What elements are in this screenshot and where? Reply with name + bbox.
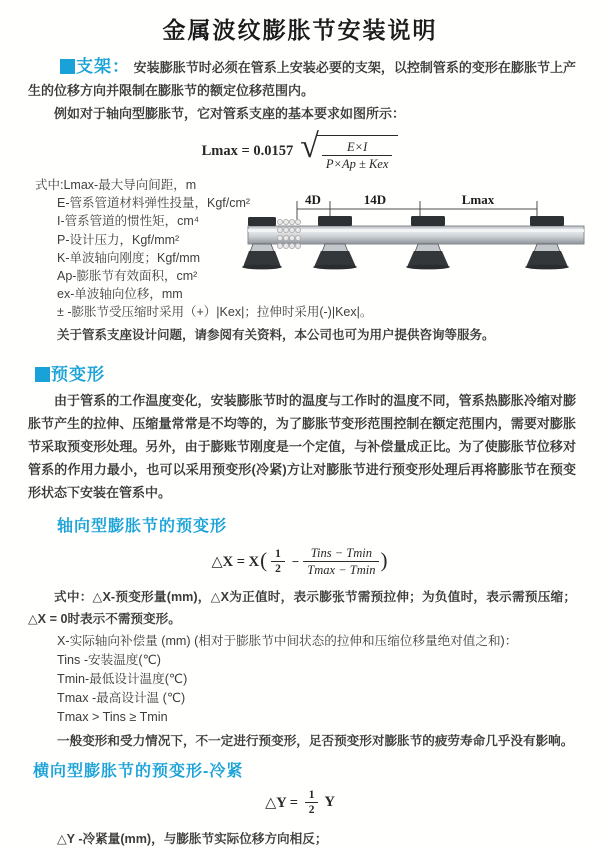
- temp-line: Tmax > Tins ≥ Tmin: [57, 709, 168, 724]
- dim-label-14d: 14D: [363, 192, 387, 207]
- definition-line: 式中:Lmax-最大导向间距，m: [35, 178, 197, 192]
- support-example-line: 例如对于轴向型膨胀节，它对管系支座的基本要求如图所示：: [54, 106, 406, 121]
- axial-note-main: 式中：△X-预变形量(mm)，△X为正值时，表示膨张节需预拉伸；为负值时，表示需预压缩；△X = 0时表示不需预变形。: [28, 589, 576, 626]
- definition-line: ± -膨胀节受压缩时采用（+）|Kex|；拉伸时采用(-)|Kex|。: [57, 305, 373, 320]
- lmax-formula-numerator: E×I: [347, 139, 368, 154]
- temperature-fraction: $\frac{\text{Tins − Tmin}}{Tmax - Tmin}$: [303, 546, 379, 577]
- section-bullet-icon: [35, 367, 50, 382]
- minus-sign: −: [291, 553, 300, 569]
- lateral-formula-prefix: △Y =: [265, 794, 302, 811]
- axial-formula: [0, 545, 600, 579]
- page-title: 金属波纹膨胀节安装说明: [162, 17, 438, 43]
- definition-line: ex-单波轴向位移，mm: [57, 287, 183, 302]
- lmax-formula-prefix: Lmax = 0.0157: [201, 142, 294, 159]
- half-fraction: $\frac{1}{2}$: [305, 789, 319, 816]
- axial-note-x: X-实际轴向补偿量 (mm) (相对于膨胀节中间状态的拉伸和压缩位移量绝对值之和)：: [57, 633, 518, 648]
- support-intro-paragraph: [28, 55, 576, 102]
- lateral-note: △Y -冷紧量(mm)，与膨胀节实际位移方向相反；: [57, 831, 328, 846]
- definition-line: I-管系管道的惯性矩，cm⁴: [57, 214, 200, 229]
- axial-general-note: 一般变形和受力情况下，不一定进行预变形，足否预变形对膨胀节的疲劳寿命几乎没有影响。: [57, 733, 574, 748]
- sqrt-glyph-icon: √: [300, 127, 319, 165]
- pipe-support-diagram: [240, 188, 590, 288]
- dim-label-4d: 4D: [305, 192, 321, 207]
- lateral-formula-suffix: Y: [324, 794, 335, 811]
- temp-line: Tmin-最低设计温度(℃): [57, 671, 188, 686]
- dim-label-lmax: Lmax: [461, 192, 495, 207]
- definition-line: Ap-膨胀节有效面积，cm²: [57, 269, 198, 284]
- definition-line: K-单波轴向刚度；Kgf/mm: [57, 250, 201, 265]
- predeform-paragraph: 由于管系的工作温度变化，安装膨胀节时的温度与工作时的温度不同，管系热膨胀冷缩对膨胀节产生的拉伸、压缩量常常是不均等的，为了膨胀节变形范围控制在额定范围内，需要对膨胀节采取预变形处理。另外，由于膨账节刚度是一个定值，与补偿量成正比。为了使膨胀节位移对管系的作用力最小，也可以采用预变形(冷紧)方让对膨胀节进行预变形处理后再将膨胀节在预变形状态下安装在管系中。: [28, 392, 576, 500]
- close-paren: ): [380, 548, 388, 573]
- lmax-formula-denominator: P×Ap ± Kex: [322, 155, 393, 171]
- temp-line: Tins -安装温度(℃): [57, 652, 161, 667]
- definition-line: E-管系管道材料弹性投量，Kgf/cm²: [57, 196, 251, 211]
- support-section-label: 支架：: [76, 57, 131, 76]
- lateral-formula: [0, 788, 600, 818]
- lateral-subtitle: 横向型膨胀节的预变形-冷紧: [33, 762, 244, 780]
- open-paren: (: [260, 548, 268, 573]
- support-intro-text: 安装膨胀节时必须在管系上安装必要的支架，以控制管系的变形在膨胀节上产生的位移方向并限制在膨胀节的额定位移范围内。: [28, 60, 576, 98]
- axial-formula-prefix: △X = X: [211, 553, 260, 570]
- half-fraction: $\frac{1}{2}$: [271, 548, 285, 575]
- predeform-section-header: [35, 360, 600, 385]
- temp-line: Tmax -最高设计温 (℃): [57, 690, 186, 705]
- predeform-section-label: 预变形: [51, 364, 105, 384]
- section-bullet-icon: [60, 59, 75, 74]
- definition-line: P-设计压力，Kgf/mm²: [57, 232, 180, 247]
- axial-subtitle: 轴向型膨胀节的预变形: [57, 517, 228, 535]
- sqrt-radical: [300, 127, 398, 171]
- lmax-formula: [0, 127, 600, 171]
- support-closing-line: 关于管系支座设计问题，请参阅有关资料，本公司也可为用户提供咨询等服务。: [57, 327, 495, 342]
